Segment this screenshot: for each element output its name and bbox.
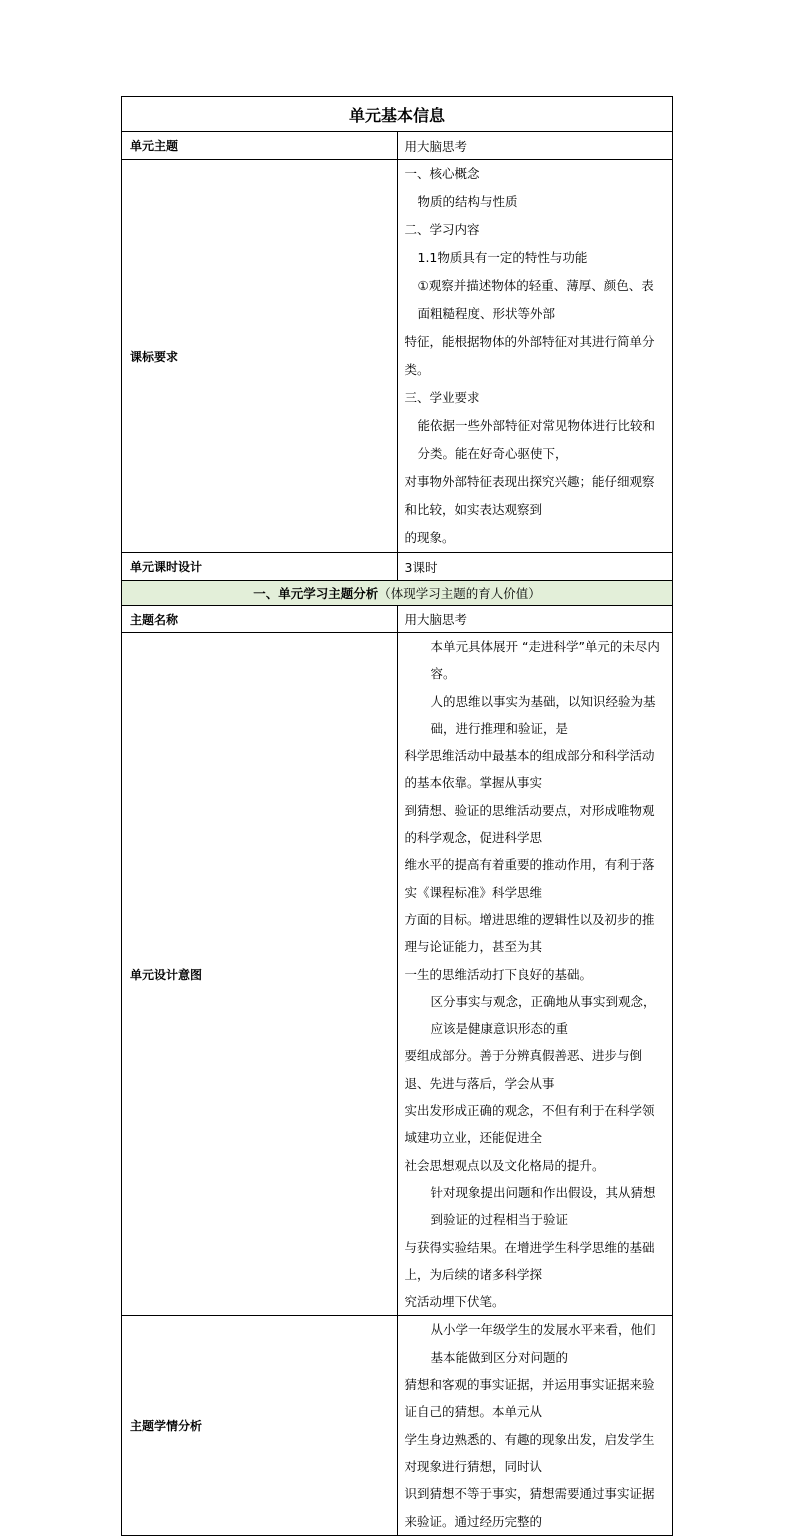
unit-info-table	[121, 96, 673, 1536]
learner-line: 学生身边熟悉的、有趣的现象出发，启发学生对现象进行猜想，同时认	[404, 1431, 655, 1474]
section-heading-bold: 一、单元学习主题分析	[253, 586, 379, 601]
learner-line: 从小学一年级学生的发展水平来看，他们基本能做到区分对问题的	[430, 1322, 656, 1365]
value-unit-theme: 用大脑思考	[397, 132, 673, 160]
value-standard	[397, 160, 673, 553]
value-learner	[397, 1316, 673, 1535]
standard-line: 一、核心概念	[404, 166, 480, 181]
intent-line: 社会思想观点以及文化格局的提升。	[404, 1157, 605, 1173]
value-intent	[397, 633, 673, 1316]
label-standard: 课标要求	[122, 160, 398, 553]
standard-line: 能依据一些外部特征对常见物体进行比较和分类。能在好奇心驱使下，	[417, 418, 656, 461]
standard-line: 1.1物质具有一定的特性与功能	[417, 250, 588, 265]
section-heading-note: （体现学习主题的育人价值）	[378, 586, 541, 601]
label-unit-theme: 单元主题	[122, 132, 398, 160]
label-learner: 主题学情分析	[122, 1316, 398, 1535]
learner-line: 识到猜想不等于事实，猜想需要通过事实证据来验证。通过经历完整的	[404, 1486, 655, 1529]
standard-line: 对事物外部特征表现出探究兴趣；能仔细观察和比较，如实表达观察到	[404, 474, 655, 517]
section-heading	[122, 581, 673, 606]
label-topic: 主题名称	[122, 606, 398, 633]
standard-line: 物质的结构与性质	[417, 194, 518, 209]
intent-line: 科学思维活动中最基本的组成部分和科学活动的基本依靠。掌握从事实	[404, 748, 655, 791]
intent-line: 维水平的提高有着重要的推动作用，有利于落实《课程标准》科学思维	[404, 857, 655, 900]
intent-line: 实出发形成正确的观念，不但有利于在科学领域建功立业，还能促进全	[404, 1103, 655, 1146]
intent-line: 方面的目标。增进思维的逻辑性以及初步的推理与论证能力，甚至为其	[404, 911, 655, 955]
intent-line: 与获得实验结果。在增进学生科学思维的基础上，为后续的诸多科学探	[404, 1239, 655, 1282]
intent-line: 本单元具体展开 “走进科学”单元的未尽内容。	[430, 639, 660, 682]
standard-line: 的现象。	[404, 530, 455, 545]
label-hours: 单元课时设计	[122, 553, 398, 581]
intent-line: 区分事实与观念，正确地从事实到观念，应该是健康意识形态的重	[430, 993, 656, 1037]
label-intent: 单元设计意图	[122, 633, 398, 1316]
standard-line: ①观察并描述物体的轻重、薄厚、颜色、表面粗糙程度、形状等外部	[417, 278, 654, 321]
intent-line: 到猜想、验证的思维活动要点，对形成唯物观的科学观念，促进科学思	[404, 802, 655, 846]
value-topic: 用大脑思考	[397, 606, 673, 633]
intent-line: 究活动埋下伏笔。	[404, 1294, 505, 1310]
standard-line: 三、学业要求	[404, 390, 480, 405]
value-hours: 3课时	[397, 553, 673, 581]
intent-line: 人的思维以事实为基础，以知识经验为基础，进行推理和验证，是	[430, 693, 656, 736]
table-title: 单元基本信息	[122, 97, 673, 132]
intent-line: 要组成部分。善于分辨真假善恶、进步与倒退、先进与落后，学会从事	[404, 1048, 643, 1091]
intent-line: 一生的思维活动打下良好的基础。	[404, 966, 593, 982]
learner-line: 猜想和客观的事实证据，并运用事实证据来验证自己的猜想。本单元从	[404, 1377, 655, 1420]
standard-line: 特征，能根据物体的外部特征对其进行简单分类。	[404, 334, 655, 377]
standard-line: 二、学习内容	[404, 222, 480, 237]
intent-line: 针对现象提出问题和作出假设，其从猜想到验证的过程相当于验证	[430, 1184, 656, 1228]
